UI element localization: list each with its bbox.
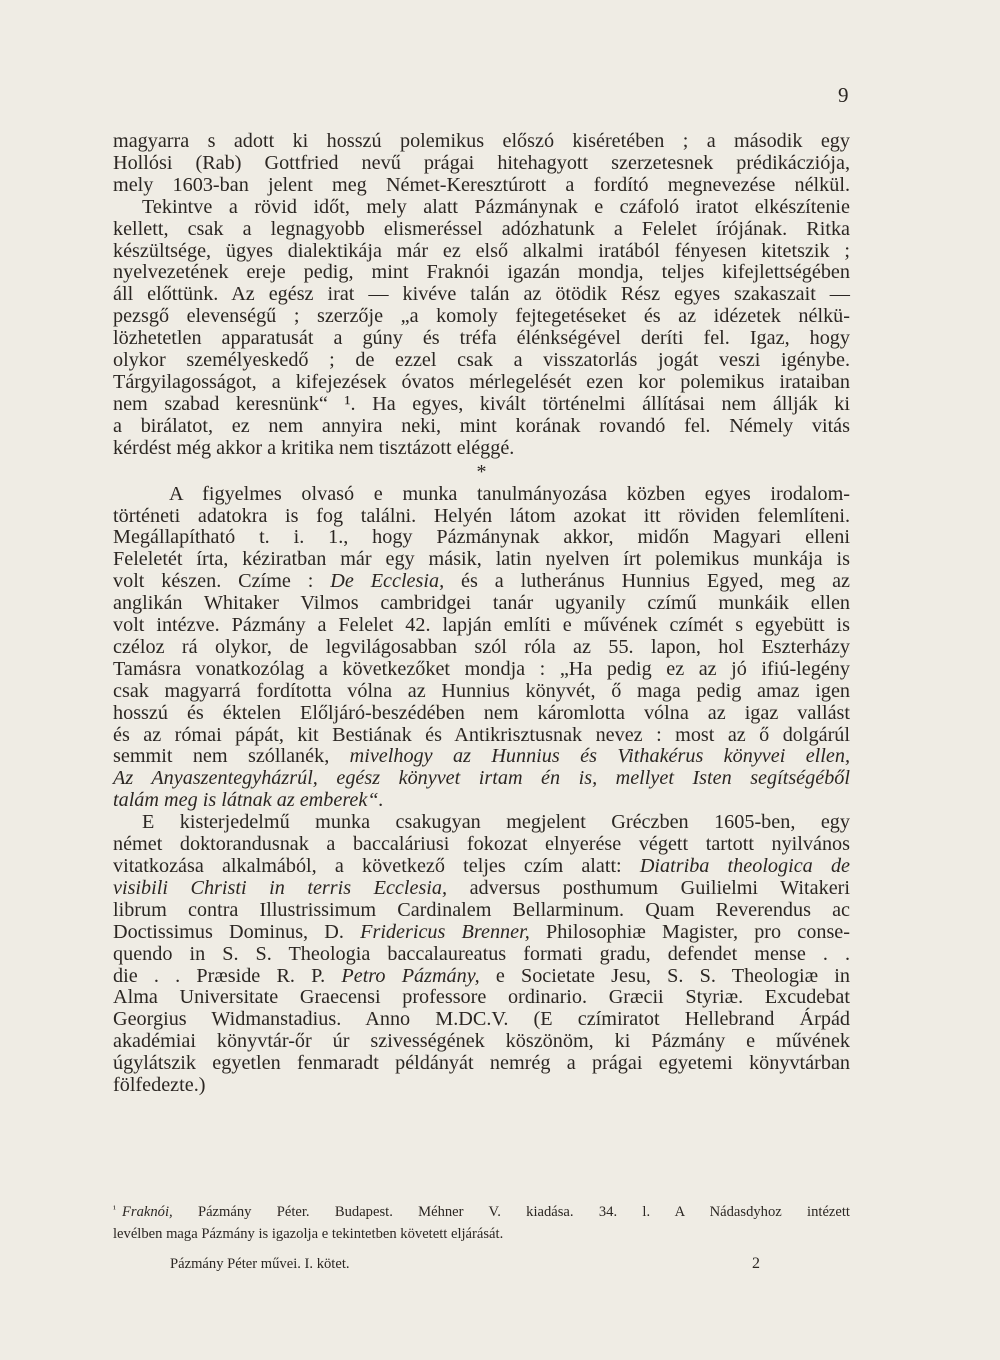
text-line bbox=[113, 878, 850, 900]
text-line: Georgius Widmanstadius. Anno M.DC.V. (E czímiratot Hellebrand Árpád bbox=[113, 1008, 850, 1031]
text-line bbox=[113, 966, 850, 988]
text-line: Feleletét írta, kéziratban már egy másik, latin nyelven írt polemikus munkája is bbox=[113, 548, 850, 571]
italic-quote: talám meg is látnak az emberek“. bbox=[113, 789, 384, 812]
text-line: a birálatot, ez nem annyira neki, mint korának rovandó fel. Némely vitás bbox=[113, 414, 850, 437]
text-run: Pázmány Péter. Budapest. Méhner V. kiadása. 34. l. A Nádasdyhoz intézett bbox=[172, 1204, 850, 1220]
text-line: Hollósi (Rab) Gottfried nevű prágai hitehagyott szerzetesnek prédikácziója, bbox=[113, 151, 850, 174]
text-line: czéloz rá olykor, de legvilágosabban szól róla az 55. lapon, hol Eszterházy bbox=[113, 635, 850, 658]
text-line: német doktorandusnak a baccaláriusi fokozat elnyerése végett tartott nyilvános bbox=[113, 833, 850, 856]
text-line: és az római pápát, kit Bestiának és Antikrisztusnak nevez : most az ő dolgárúl bbox=[113, 723, 850, 746]
text-line: E kisterjedelmű munka csakugyan megjelent Gréczben 1605-ben, egy bbox=[142, 811, 850, 834]
text-run: die . . Præside R. P. bbox=[113, 964, 342, 987]
text-run: és a lutheránus Hunnius Egyed, meg az bbox=[444, 570, 850, 593]
paragraph-1 bbox=[113, 131, 850, 460]
text-line bbox=[113, 571, 850, 593]
text-line: Alma Universitate Graecensi professore ordinario. Græcii Styriæ. Excudebat bbox=[113, 986, 850, 1009]
text-line: librum contra Illustrissimum Cardinalem Bellarminum. Quam Reverendus ac bbox=[113, 898, 850, 921]
text-run: vitatkozása alkalmából, a következő teljes czím alatt: bbox=[113, 855, 640, 877]
text-line bbox=[113, 746, 850, 768]
text-run: semmit nem szóllanék, bbox=[113, 745, 350, 768]
text-line: készültsége, ügyes dialektikája már ez első alkalmi iratából fényesen kitetszik ; bbox=[113, 239, 850, 262]
italic-quote: Az Anyaszentegyházrúl, egész könyvet irtam én is, mellyet Isten segítségéből bbox=[113, 767, 850, 790]
footer-text: Pázmány Péter művei. I. kötet. bbox=[170, 1256, 350, 1272]
text-line: nyelvezetének ereje pedig, mint Fraknói igazán mondja, teljes kifejlettségében bbox=[113, 261, 850, 284]
text-line: kérdést még akkor a kritika nem tisztázott eléggé. bbox=[113, 436, 515, 459]
section-separator: * bbox=[476, 460, 487, 483]
footnote-marker: ¹ bbox=[113, 1204, 116, 1215]
text-line: áll előttünk. Az egész irat — kivéve talán az ötödik Rész egyes szakaszait — bbox=[113, 283, 850, 306]
text-line: magyarra s adott ki hosszú polemikus előszó kiséretében ; a második egy bbox=[113, 130, 850, 152]
text-line: Tamásra vonatkozólag a következőket mondja : „Ha pedig ez az jó ifiú-legény bbox=[113, 657, 850, 680]
paragraph-3 bbox=[113, 812, 850, 1097]
italic-quote: mivelhogy az Hunnius és Vithakérus könyvei ellen, bbox=[349, 745, 850, 768]
text-line: pezsgő elevenségű ; szerzője „a komoly fejtegetéseket és az idézetek nélkü- bbox=[113, 305, 850, 328]
italic-title: visibili Christi in terris Ecclesia, bbox=[113, 876, 448, 899]
footnote-line: levélben maga Pázmány is igazolja e tekintetben követett eljárását. bbox=[113, 1226, 504, 1242]
paragraph-2 bbox=[113, 484, 850, 813]
footnote-author: Fraknói, bbox=[122, 1204, 173, 1220]
text-line: hosszú és éktelen Előljáró-beszédében nem káromlotta vólna az igaz vallást bbox=[113, 701, 850, 724]
footnote-line bbox=[113, 1199, 850, 1223]
text-line: A figyelmes olvasó e munka tanulmányozása közben egyes irodalom- bbox=[169, 482, 850, 505]
text-line: Megállapítható t. i. 1., hogy Pázmánynak akkor, midőn Magyari elleni bbox=[113, 526, 850, 549]
italic-title: Diatriba theologica de bbox=[639, 855, 850, 877]
text-line: Tekintve a rövid időt, mely alatt Pázmánynak e czáfoló iratot elkészítenie bbox=[142, 195, 850, 218]
text-line bbox=[113, 790, 850, 812]
text-line: történeti adatokra is fog találni. Helyén látom azokat itt röviden felemlíteni. bbox=[113, 504, 850, 527]
text-line: anglikán Whitaker Vilmos cambridgei tanár ugyanily czímű munkáik ellen bbox=[113, 592, 850, 615]
text-run: adversus posthumum Guilielmi Witakeri bbox=[447, 876, 850, 899]
body-text bbox=[113, 131, 850, 1097]
text-line: akadémiai könyvtár-őr úr szivességének köszönöm, ki Pázmány e művének bbox=[113, 1030, 850, 1053]
text-line: mely 1603-ban jelent meg Német-Keresztúrott a fordító megnevezése nélkül. bbox=[113, 173, 850, 196]
text-line: Tárgyilagosságot, a kifejezések óvatos mérlegelését ezen kor polemikus irataiban bbox=[113, 370, 850, 393]
text-line: olykor személyeskedő ; de ezzel csak a visszatorlás jogát veszi igénybe. bbox=[113, 349, 850, 372]
text-line bbox=[113, 768, 850, 790]
text-run: Doctissimus Dominus, D. bbox=[113, 920, 361, 943]
text-run: Philosophiæ Magister, pro conse- bbox=[529, 920, 850, 943]
text-run: volt készen. Czíme : bbox=[113, 570, 331, 593]
text-line: kellett, csak a legnagyobb elismeréssel adózhatunk a Felelet írójának. Ritka bbox=[113, 217, 850, 240]
page-footer bbox=[170, 1253, 760, 1275]
text-line: lözhetetlen apparatusát a gúny és tréfa élénkségével deríti fel. Igaz, hogy bbox=[113, 327, 850, 350]
text-line: fölfedezte.) bbox=[113, 1074, 206, 1097]
text-line: volt intézve. Pázmány a Felelet 42. lapján említi e művének czímét s egyebütt is bbox=[113, 614, 850, 637]
text-line: nem szabad keresnünk“ ¹. Ha egyes, kivált történelmi állításai nem állják ki bbox=[113, 392, 850, 415]
signature-mark: 2 bbox=[752, 1255, 760, 1272]
text-line: csak magyarrá fordította vólna az Hunnius könyvét, ő maga pedig amaz igen bbox=[113, 679, 850, 702]
italic-name: Fridericus Brenner, bbox=[360, 920, 530, 943]
text-line: úgylátszik egyetlen fenmaradt példányát nemrég a prágai egyetemi könyvtárban bbox=[113, 1052, 850, 1075]
text-line bbox=[113, 856, 850, 878]
text-line bbox=[113, 922, 850, 944]
footnote bbox=[113, 1199, 850, 1245]
text-line: quendo in S. S. Theologia baccalaureatus formati gradu, defendet mense . . bbox=[113, 942, 850, 965]
italic-title: De Ecclesia, bbox=[330, 570, 445, 593]
text-run: e Societate Jesu, S. S. Theologiæ in bbox=[479, 964, 850, 987]
italic-name: Petro Pázmány, bbox=[341, 964, 480, 987]
page-number: 9 bbox=[838, 83, 849, 107]
